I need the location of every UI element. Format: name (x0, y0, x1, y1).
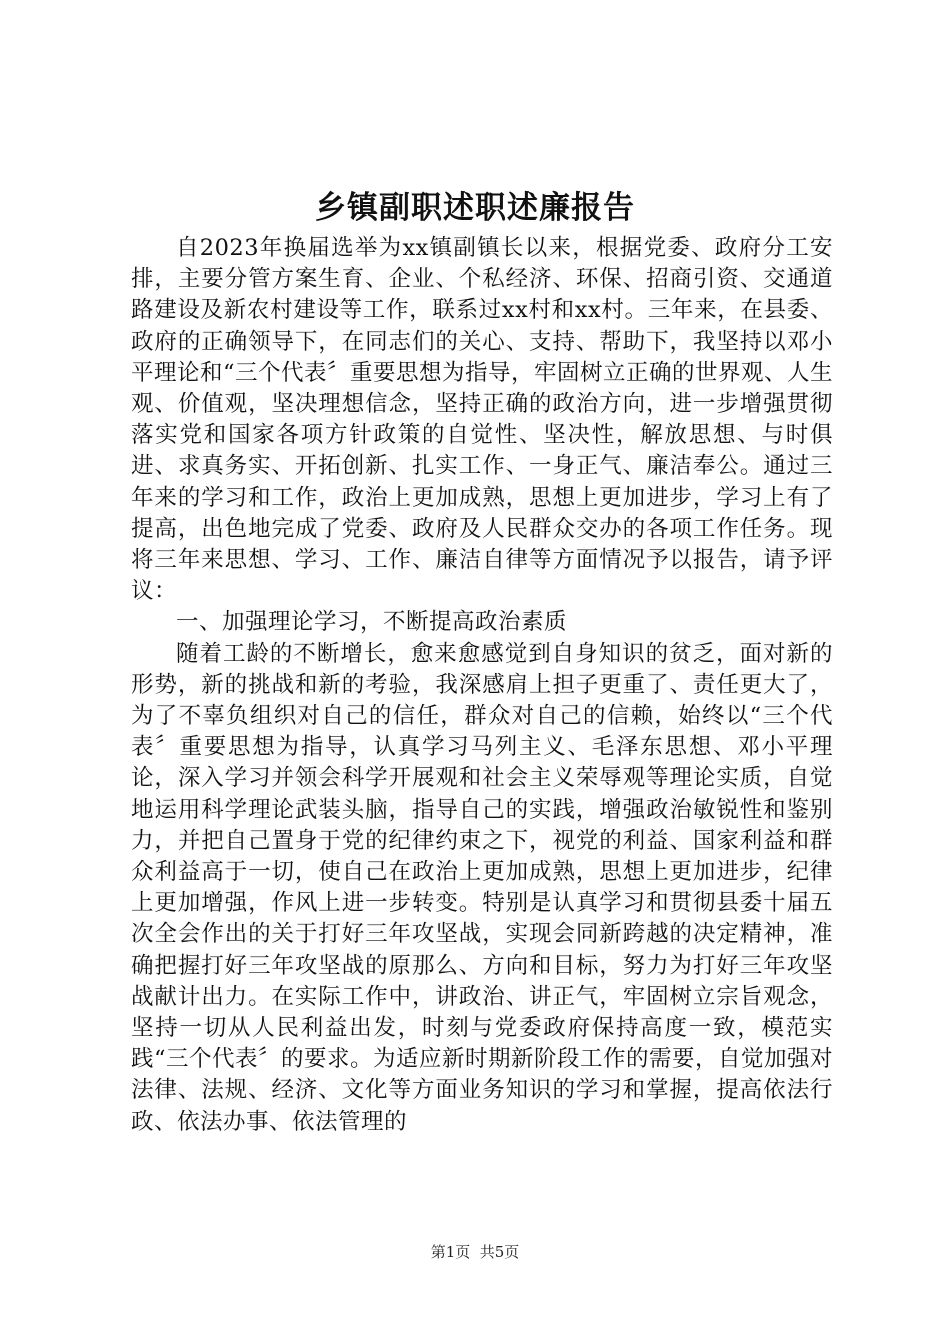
document-body (131, 233, 833, 1138)
section-heading: 一、加强理论学习，不断提高政治素质 (176, 609, 568, 636)
section-paragraph: 随着工龄的不断增长，愈来愈感觉到自身知识的贫乏，面对新的形势，新的挑战和新的考验，我深感肩上担子更重了、责任更大了，为了不辜负组织对自己的信任，群众对自己的信赖，始终以“三个代表〞重要思想为指导，认真学习马列主义、毛泽东思想、邓小平理论，深入学习并领会科学开展观和社会主义荣辱观等理论实质，自觉地运用科学理论武装头脑，指导自己的实践，增强政治敏锐性和鉴别力，并把自己置身于党的纪律约束之下，视党的利益、国家利益和群众利益高于一切，使自己在政治上更加成熟，思想上更加进步，纪律上更加增强，作风上进一步转变。特别是认真学习和贯彻县委十届五次全会作出的关于打好三年攻坚战，实现会同新跨越的决定精神，准确把握打好三年攻坚战的原那么、方向和目标，努力为打好三年攻坚战献计出力。在实际工作中，讲政治、讲正气，牢固树立宗旨观念，坚持一切从人民利益出发，时刻与党委政府保持高度一致，模范实践“三个代表〞的要求。为适应新时期新阶段工作的需要，自觉加强对法律、法规、经济、文化等方面业务知识的学习和掌握，提高依法行政、依法办事、依法管理的 (131, 640, 834, 1135)
page-footer (0, 1241, 950, 1263)
page-number: 第1页 共5页 (430, 1243, 520, 1261)
document-title: 乡镇副职述职述廉报告 (315, 190, 635, 226)
intro-paragraph: 自2023年换届选举为xx镇副镇长以来，根据党委、政府分工安排，主要分管方案生育、企业、个私经济、环保、招商引资、交通道路建设及新农村建设等工作，联系过xx村和xx村。三年来，在县委、政府的正确领导下，在同志们的关心、支持、帮助下，我坚持以邓小平理论和“三个代表〞重要思想为指导，牢固树立正确的世界观、人生观、价值观，坚决理想信念，坚持正确的政治方向，进一步增强贯彻落实党和国家各项方针政策的自觉性、坚决性，解放思想、与时俱进、求真务实、开拓创新、扎实工作、一身正气、廉洁奉公。通过三年来的学习和工作，政治上更加成熟，思想上更加进步，学习上有了提高，出色地完成了党委、政府及人民群众交办的各项工作任务。现将三年来思想、学习、工作、廉洁自律等方面情况予以报告，请予评议： (131, 235, 834, 605)
